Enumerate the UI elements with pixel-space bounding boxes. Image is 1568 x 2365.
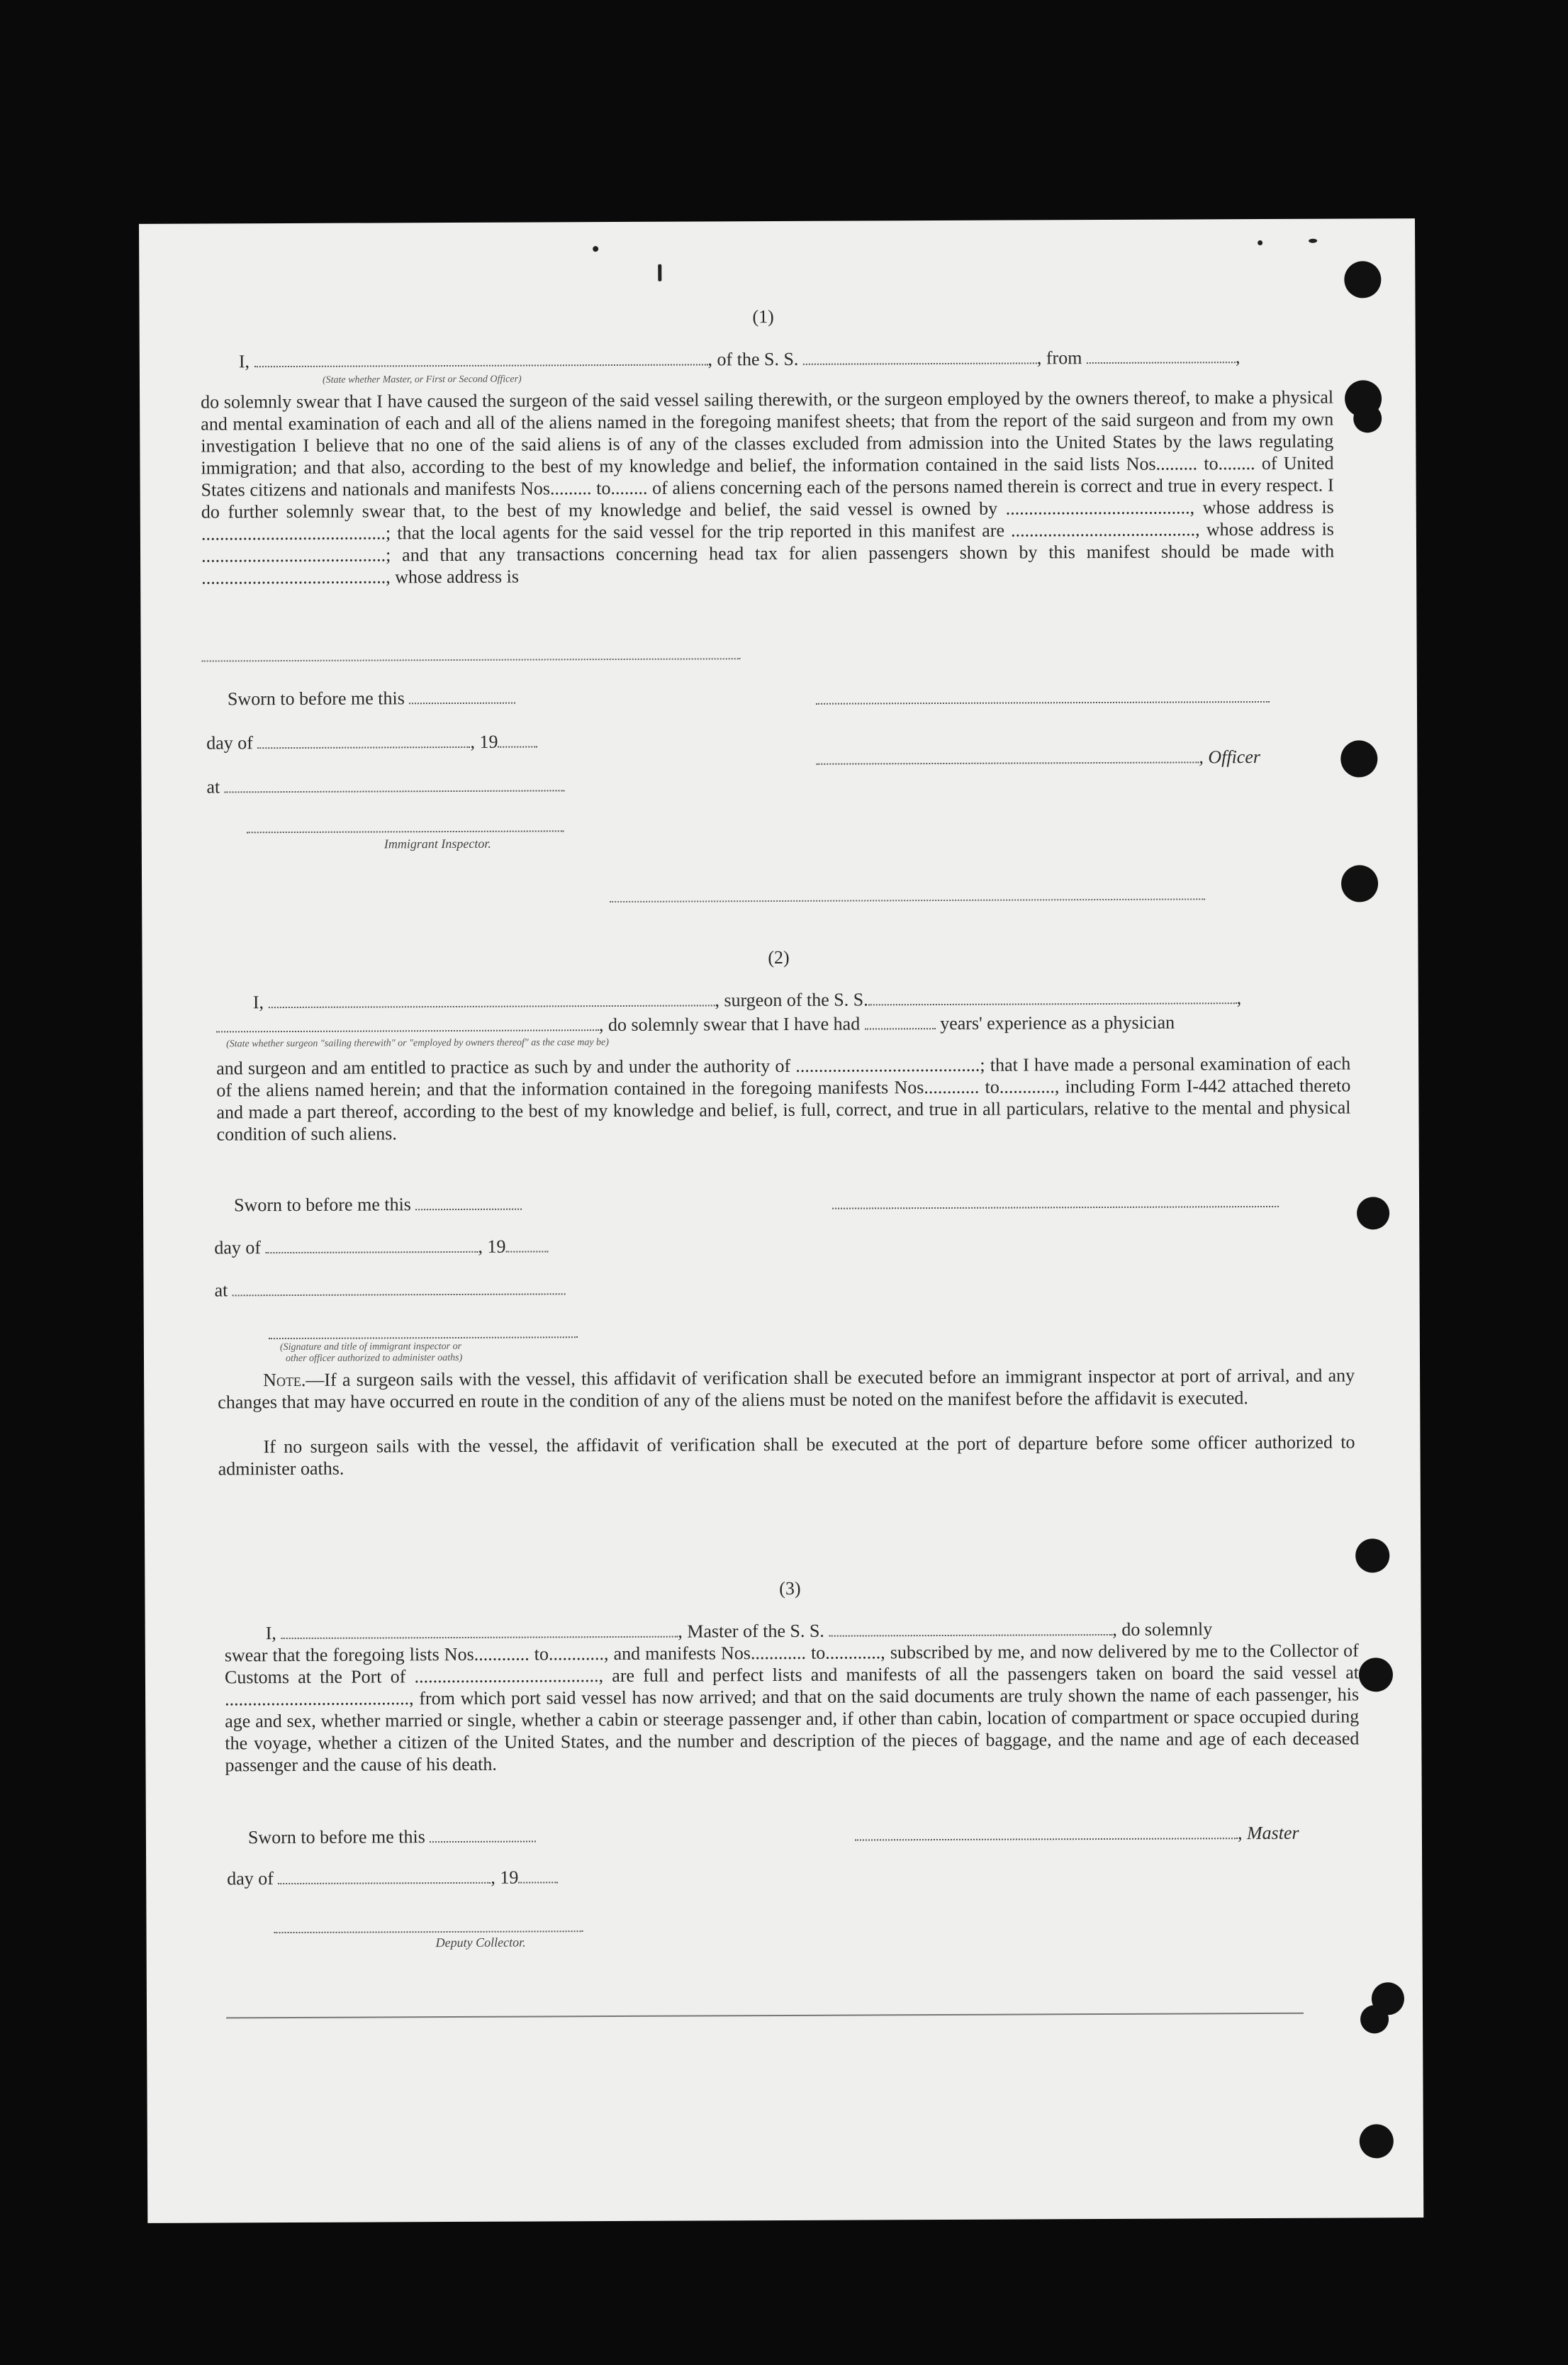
bottom-rule — [226, 2013, 1304, 2019]
section-1-at: at — [206, 775, 564, 798]
years-field[interactable] — [865, 1014, 936, 1029]
month-field[interactable] — [257, 732, 470, 749]
section-1-oath-paragraph: do solemnly swear that I have caused the surgeon of the said vessel sailing therewith, or the surgeon employed by the owners thereof, to make a physical and mental examination of each and all of the aliens named in the foregoing manifest sheets; that from the report of the said surgeon and from my own investigation I believe that no one of the said aliens is of any of the classes excluded from admission into the United States by the laws regulating immigration; and that also, according to the best of my knowledge and belief, the information contained in the said lists Nos......... to........ of United States citizens and nationals and manifests Nos......... to........ of aliens concerning each of the persons named therein is correct and true in every respect. I do further solemnly swear that, to the best of my knowledge and belief, the said vessel is owned by ........................................, whose address is ........................................; that the local agents for the said vessel for the trip reported in this manifest are ........................................, whose address is ........................................; and that any transactions concerning head tax for alien passengers shown by this manifest should be made with ........................................, whose address is — [201, 386, 1335, 588]
month-field-3[interactable] — [278, 1868, 491, 1884]
section-1-line-1: I, , of the S. S. , from , — [238, 347, 1241, 372]
surgeon-role-caption: (State whether surgeon "sailing therewith" or "employed by owners thereof" as the case may be) — [226, 1037, 609, 1050]
officer-signature-line-top[interactable] — [816, 701, 1270, 705]
note-paragraph-1 — [218, 1364, 1355, 1413]
binder-hole — [1341, 865, 1378, 902]
section-3-line-1: I, , Master of the S. S. , do solemnly — [265, 1618, 1213, 1644]
binder-hole — [1355, 1538, 1389, 1572]
master-vessel-field[interactable] — [829, 1620, 1112, 1637]
note-label: Note. — [263, 1369, 306, 1391]
binder-hole — [1353, 404, 1382, 432]
note-text-1: —If a surgeon sails with the vessel, this affidavit of verification shall be executed before an immigrant inspector at port of arrival, and any changes that may have occurred en route in the condition of any of the aliens must be noted on the manifest before the affidavit is executed. — [218, 1365, 1355, 1413]
section-2-line-2: , do solemnly swear that I have had years' experience as a physician — [216, 1012, 1175, 1038]
month-field-2[interactable] — [265, 1237, 478, 1253]
binder-hole — [1344, 261, 1381, 298]
ink-speck — [1309, 239, 1317, 243]
section-3-day-of: day of , 19 — [227, 1867, 558, 1889]
section-2-at: at — [215, 1278, 566, 1301]
section-divider — [610, 898, 1205, 902]
from-field[interactable] — [1087, 347, 1236, 364]
surgeon-vessel-field[interactable] — [868, 988, 1237, 1005]
master-signature-field[interactable] — [855, 1823, 1238, 1840]
inspector-caption: Immigrant Inspector. — [383, 836, 491, 851]
verifier-signature-line[interactable] — [269, 1336, 578, 1339]
binder-hole — [1360, 2124, 1394, 2158]
binder-hole — [1340, 740, 1377, 777]
section-2-sworn: Sworn to before me this — [234, 1194, 522, 1217]
name-field[interactable] — [254, 350, 707, 367]
section-2-day-of: day of , 19 — [214, 1236, 548, 1258]
officer-rank-caption: (State whether Master, or First or Second Officer) — [322, 374, 522, 386]
vessel-field[interactable] — [803, 348, 1037, 364]
binder-hole — [1357, 1197, 1389, 1229]
section-1-sworn: Sworn to before me this — [228, 688, 515, 710]
ink-speck — [658, 264, 661, 281]
year-field[interactable] — [498, 732, 537, 747]
year-field-2[interactable] — [505, 1236, 548, 1252]
verifier-caption-1: (Signature and title of immigrant inspector or — [279, 1341, 462, 1353]
section-3-oath-paragraph: swear that the foregoing lists Nos............ to............, and manifests Nos............ to............, subscribed by me, and now delivered by me to the Collector of Customs at the Port of ........................................, are full and perfect lists and manifests of all the passengers taken on board the said vessel at ........................................, from which port said vessel has now arrived; and that on the said documents are truly shown the name of each passenger, his age and sex, whether married or single, whether a cabin or steerage passenger and, if other than cabin, location of compartment or space occupied during the voyage, whether a citizen of the United States, and the number and description of the pieces of baggage, and the name and age of each deceased passenger and the cause of his death. — [224, 1640, 1360, 1776]
surgeon-signature-line[interactable] — [832, 1206, 1279, 1209]
master-signature: , Master — [855, 1823, 1299, 1846]
sworn-day-field-2[interactable] — [415, 1195, 522, 1211]
verifier-caption-2: other officer authorized to administer oaths) — [285, 1352, 463, 1365]
sworn-day-field[interactable] — [409, 688, 515, 705]
master-name-field[interactable] — [281, 1622, 678, 1639]
officer-signature-field[interactable] — [816, 747, 1199, 764]
collector-caption: Deputy Collector. — [435, 1935, 526, 1950]
binder-hole — [1359, 1657, 1393, 1692]
address-line[interactable] — [202, 658, 741, 661]
inspector-signature-line[interactable] — [247, 830, 564, 833]
section-2-number: (2) — [768, 946, 790, 968]
surgeon-name-field[interactable] — [268, 990, 715, 1008]
collector-signature-line[interactable] — [274, 1930, 583, 1933]
section-1-number: (1) — [752, 306, 774, 328]
ink-speck — [593, 246, 598, 252]
binder-hole — [1360, 2005, 1389, 2033]
section-3-number: (3) — [779, 1577, 801, 1599]
section-2-oath-paragraph: and surgeon and am entitled to practice as such by and under the authority of ........................................; that I have made a personal examination of each of the aliens named herein; and that the information contained in the foregoing manifests Nos............ to............, including Form I-442 attached thereto and made a part thereof, according to the best of my knowledge and belief, is full, correct, and true in all particulars, relative to the mental and physical condition of such aliens. — [216, 1053, 1351, 1145]
section-2-line-1: I, , surgeon of the S. S. , — [252, 988, 1242, 1013]
document-page — [139, 218, 1423, 2223]
officer-signature: , Officer — [816, 747, 1260, 770]
at-field-2[interactable] — [233, 1279, 566, 1296]
section-3-sworn: Sworn to before me this — [248, 1826, 536, 1849]
sworn-day-field-3[interactable] — [430, 1827, 536, 1843]
surgeon-role-field[interactable] — [216, 1015, 599, 1032]
note-paragraph-2: If no surgeon sails with the vessel, the affidavit of verification shall be executed at the port of departure before some officer authorized to administer oaths. — [218, 1431, 1355, 1480]
section-1-day-of: day of , 19 — [206, 731, 537, 754]
at-field[interactable] — [225, 776, 565, 793]
ink-speck — [1258, 240, 1262, 245]
year-field-3[interactable] — [518, 1867, 558, 1883]
